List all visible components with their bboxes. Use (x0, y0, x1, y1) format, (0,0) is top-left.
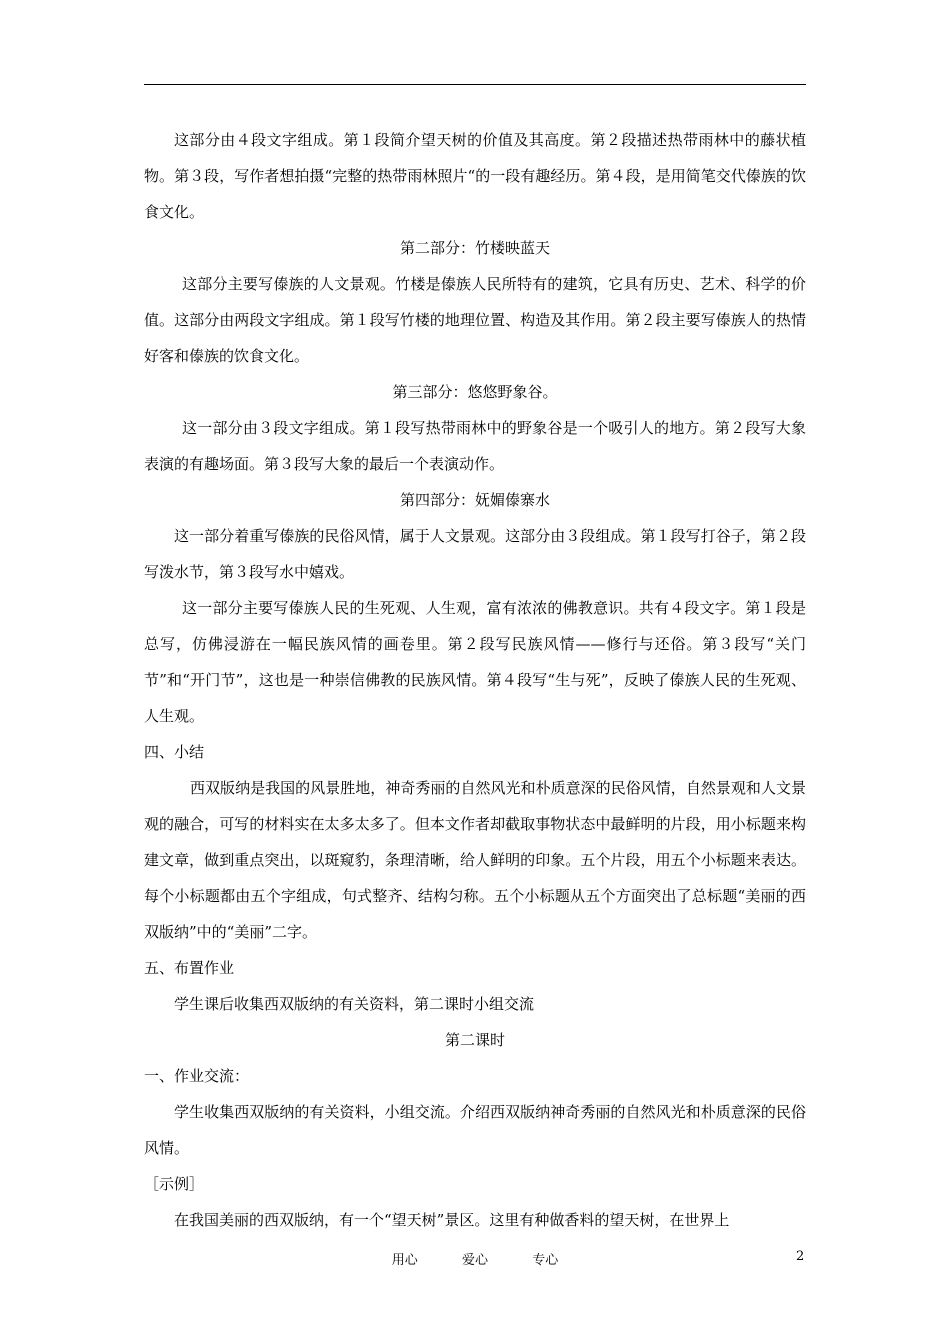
lesson-heading: 第二课时 (444, 1031, 505, 1049)
section-heading: 第二部分：竹楼映蓝天 (399, 239, 550, 257)
paragraph: 学生课后收集西双版纳的有关资料，第二课时小组交流 (174, 995, 535, 1013)
paragraph: 学生收集西双版纳的有关资料，小组交流。介绍西双版纳神奇秀丽的自然风光和朴质意深的民俗风情。 (144, 1103, 806, 1157)
section-heading: 第三部分：悠悠野象谷。 (392, 383, 558, 401)
paragraph: 西双版纳是我国的风景胜地，神奇秀丽的自然风光和朴质意深的民俗风情，自然景观和人文景观的融合，可写的材料实在太多太多了。但本文作者却截取事物状态中最鲜明的片段，用小标题来构建文章，做到重点突出，以斑窥豹，条理清晰，给人鲜明的印象。五个片段，用五个小标题来表达。每个小标题都由五个字组成，句式整齐、结构匀称。五个小标题从五个方面突出了总标题“美丽的西双版纳”中的“美丽”二字。 (144, 779, 806, 941)
document-body (144, 122, 806, 1238)
paragraph: 这一部分主要写傣族人民的生死观、人生观，富有浓浓的佛教意识。共有４段文字。第１段是总写，仿佛浸游在一幅民族风情的画卷里。第２段写民族风情——修行与还俗。第３段写“关门节”和“开门节”，这也是一种崇信佛教的民族风情。第４段写“生与死”，反映了傣族人民的生死观、人生观。 (144, 599, 806, 725)
paragraph: 这部分主要写傣族的人文景观。竹楼是傣族人民所特有的建筑，它具有历史、艺术、科学的价值。这部分由两段文字组成。第１段写竹楼的地理位置、构造及其作用。第２段主要写傣族人的热情好客和傣族的饮食文化。 (144, 275, 806, 365)
paragraph: 这一部分着重写傣族的民俗风情，属于人文景观。这部分由３段组成。第１段写打谷子，第２段写泼水节，第３段写水中嬉戏。 (144, 527, 806, 581)
section-heading: 第四部分：妩媚傣寨水 (399, 491, 550, 509)
page-number: 2 (796, 1249, 805, 1264)
header-rule (144, 84, 806, 85)
footer-text: 用心 爱心 专心 (391, 1253, 559, 1268)
paragraph: 在我国美丽的西双版纳，有一个“望天树”景区。这里有种做香料的望天树，在世界上 (174, 1211, 730, 1229)
section-heading: 五、布置作业 (144, 959, 235, 977)
section-heading: 一、作业交流： (144, 1067, 250, 1085)
section-heading: 四、小结 (144, 743, 205, 761)
paragraph: 这一部分由３段文字组成。第１段写热带雨林中的野象谷是一个吸引人的地方。第２段写大象表演的有趣场面。第３段写大象的最后一个表演动作。 (144, 419, 806, 473)
example-label: ［示例］ (144, 1175, 205, 1193)
paragraph: 这部分由４段文字组成。第１段简介望天树的价值及其高度。第２段描述热带雨林中的藤状植物。第３段，写作者想拍摄“完整的热带雨林照片“的一段有趣经历。第４段，是用简笔交代傣族的饮食文化。 (144, 131, 806, 221)
